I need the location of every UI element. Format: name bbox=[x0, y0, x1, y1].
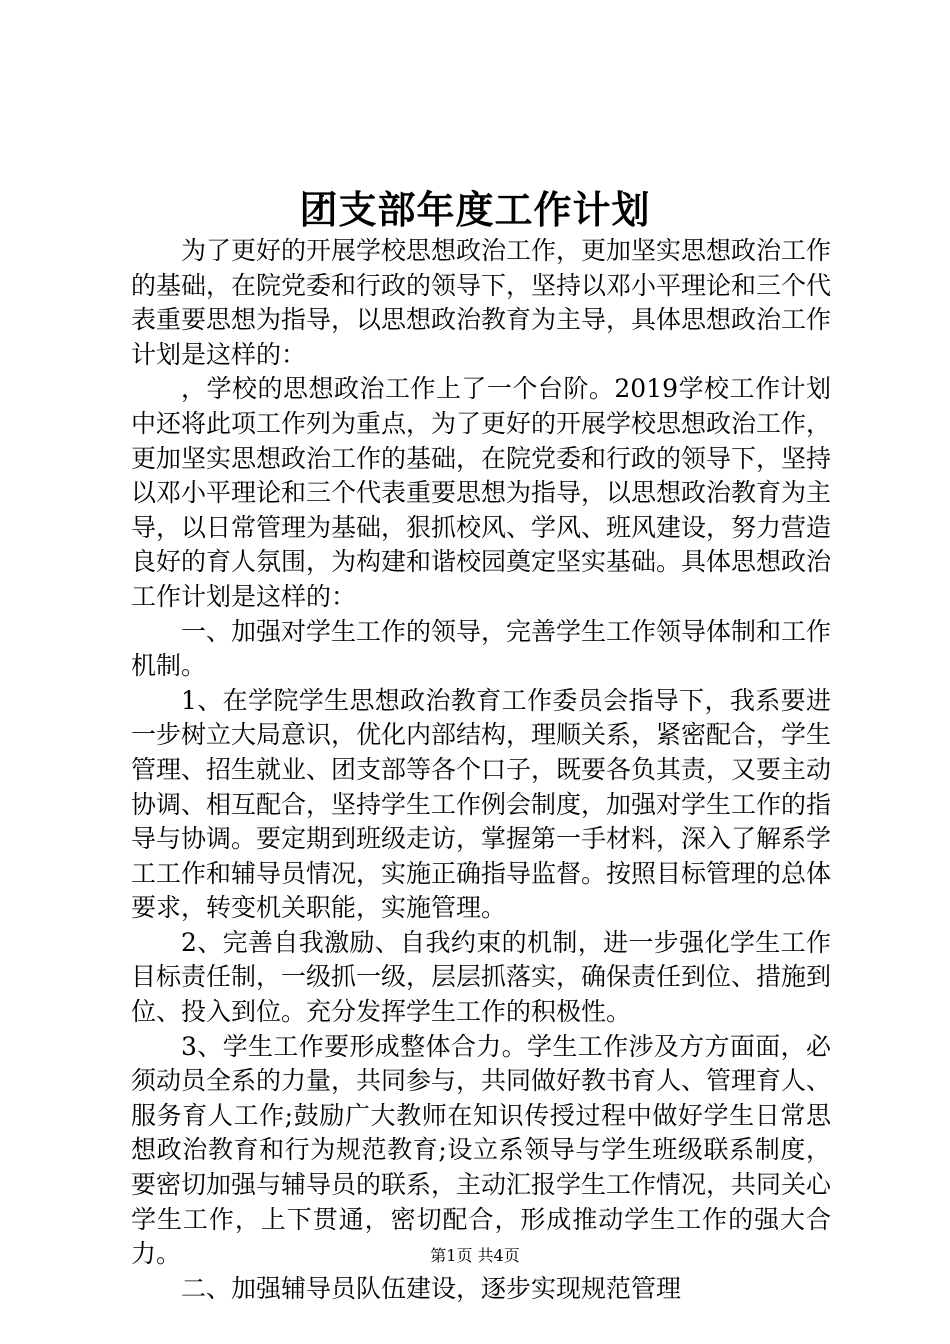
section-heading-1: 一、加强对学生工作的领导，完善学生工作领导体制和工作机制。 bbox=[131, 616, 832, 681]
document-body bbox=[131, 234, 831, 1306]
paragraph-item-3: 3、学生工作要形成整体合力。学生工作涉及方方面面，必须动员全系的力量，共同参与，共同做好教书育人、管理育人、服务育人工作;鼓励广大教师在知识传授过程中做好学生日常思想政治教育和行为规范教育;设立系领导与学生班级联系制度，要密切加强与辅导员的联系，主动汇报学生工作情况，共同关心学生工作，上下贯通，密切配合，形成推动学生工作的强大合力。 bbox=[131, 1031, 832, 1269]
paragraph-item-1: 1、在学院学生思想政治教育工作委员会指导下，我系要进一步树立大局意识，优化内部结构，理顺关系，紧密配合，学生管理、招生就业、团支部等各个口子，既要各负其责，又要主动协调、相互配合，坚持学生工作例会制度，加强对学生工作的指导与协调。要定期到班级走访，掌握第一手材料，深入了解系学工工作和辅导员情况，实施正确指导监督。按照目标管理的总体要求，转变机关职能，实施管理。 bbox=[131, 685, 832, 923]
page-footer: 第1页 共4页 bbox=[430, 1246, 520, 1265]
paragraph-background: ，学校的思想政治工作上了一个台阶。2019学校工作计划中还将此项工作列为重点，为了更好的开展学校思想政治工作，更加坚实思想政治工作的基础，在院党委和行政的领导下，坚持以邓小平理论和三个代表重要思想为指导，以思想政治教育为主导，以日常管理为基础，狠抓校风、学风、班风建设，努力营造良好的育人氛围，为构建和谐校园奠定坚实基础。具体思想政治工作计划是这样的： bbox=[131, 374, 832, 611]
section-heading-2: 二、加强辅导员队伍建设，逐步实现规范管理 bbox=[181, 1273, 682, 1303]
paragraph-item-2: 2、完善自我激励、自我约束的机制，进一步强化学生工作目标责任制，一级抓一级，层层抓落实，确保责任到位、措施到位、投入到位。充分发挥学生工作的积极性。 bbox=[131, 927, 832, 1027]
paragraph-intro: 为了更好的开展学校思想政治工作，更加坚实思想政治工作的基础，在院党委和行政的领导下，坚持以邓小平理论和三个代表重要思想为指导，以思想政治教育为主导，具体思想政治工作计划是这样的： bbox=[131, 236, 832, 369]
document-title: 团支部年度工作计划 bbox=[299, 187, 651, 232]
